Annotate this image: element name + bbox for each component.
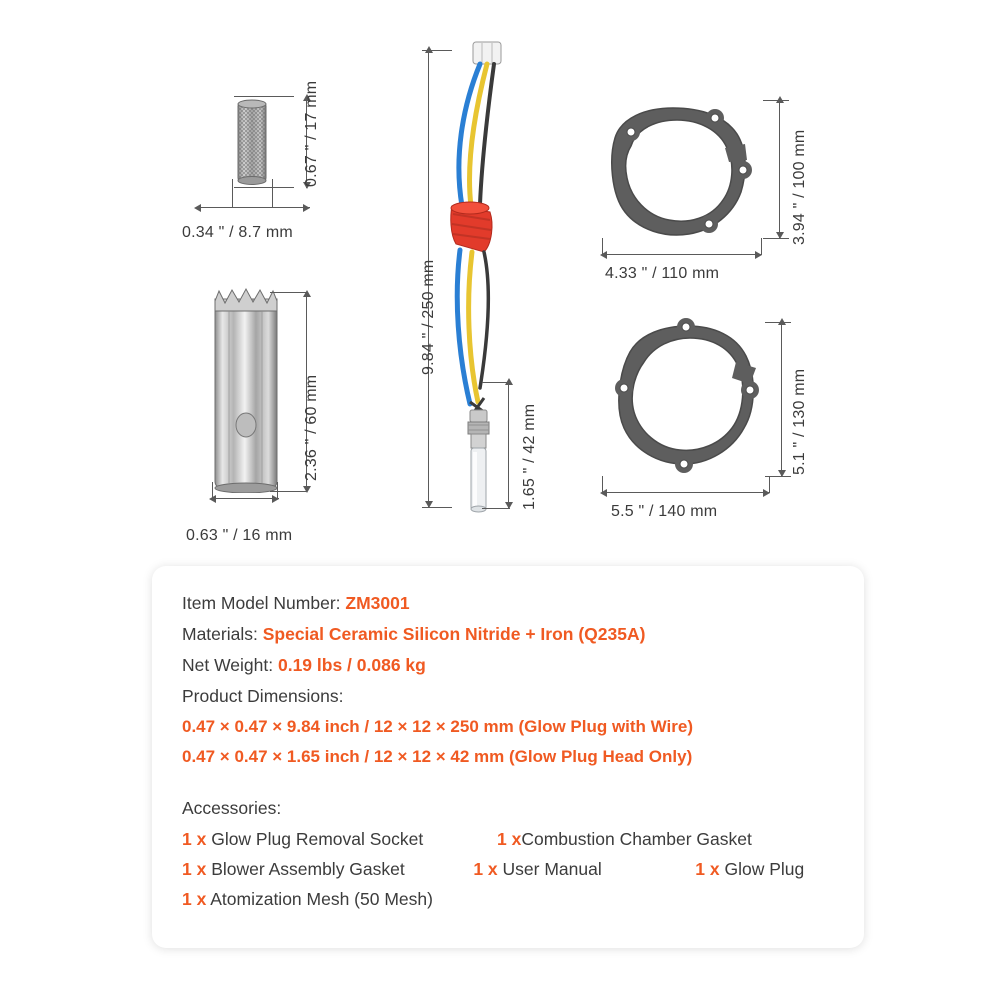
accessory-qty: 1 x <box>497 829 522 849</box>
glow-plug-head-length-label: 1.65 " / 42 mm <box>521 403 538 510</box>
accessory-qty: 1 x <box>182 889 207 909</box>
materials-label: Materials: <box>182 624 258 644</box>
net-weight-row <box>182 650 834 681</box>
combustion-chamber-gasket-width-dimension <box>600 246 770 266</box>
accessory-label: Glow Plug <box>724 859 805 879</box>
accessory-row <box>182 824 834 854</box>
list-item <box>695 854 834 884</box>
glow-plug-removal-socket-width-dimension <box>209 490 289 510</box>
glow-plug-removal-socket-illustration <box>205 285 287 493</box>
accessory-label: Blower Assembly Gasket <box>211 859 405 879</box>
accessory-qty: 1 x <box>182 859 207 879</box>
accessory-label: Atomization Mesh (50 Mesh) <box>210 889 433 909</box>
atomization-mesh-width-dimension <box>194 199 314 219</box>
glow-plug-removal-socket-height-label: 2.36 " / 60 mm <box>303 374 320 481</box>
accessory-label: Glow Plug Removal Socket <box>211 829 424 849</box>
accessories-label: Accessories: <box>182 798 282 818</box>
glow-plug-removal-socket-width-label: 0.63 " / 16 mm <box>186 527 293 544</box>
product-info-card <box>152 566 864 948</box>
accessory-qty: 1 x <box>695 859 720 879</box>
accessory-row <box>182 854 834 884</box>
materials-value: Special Ceramic Silicon Nitride + Iron (Q235A) <box>262 624 646 644</box>
dimension-line-head: 0.47 × 0.47 × 1.65 inch / 12 × 12 × 42 mm (Glow Plug Head Only) <box>182 747 693 766</box>
blower-assembly-gasket-illustration <box>600 318 770 478</box>
blower-assembly-gasket-width-label: 5.5 " / 140 mm <box>611 503 718 520</box>
model-number-row <box>182 588 834 619</box>
accessory-label: User Manual <box>502 859 602 879</box>
combustion-chamber-gasket-height-label: 3.94 " / 100 mm <box>791 129 808 245</box>
dimension-line-wire: 0.47 × 0.47 × 9.84 inch / 12 × 12 × 250 mm (Glow Plug with Wire) <box>182 717 694 736</box>
accessory-label: Combustion Chamber Gasket <box>521 829 752 849</box>
accessories-list <box>182 824 834 914</box>
accessory-row <box>182 884 834 914</box>
accessory-qty: 1 x <box>473 859 498 879</box>
blower-assembly-gasket-height-label: 5.1 " / 130 mm <box>791 368 808 475</box>
combustion-chamber-gasket-illustration <box>597 100 762 245</box>
atomization-mesh-illustration <box>232 97 272 187</box>
model-number-value: ZM3001 <box>345 593 410 613</box>
dimensions-label: Product Dimensions: <box>182 686 344 706</box>
list-item <box>182 824 497 854</box>
net-weight-value: 0.19 lbs / 0.086 kg <box>277 655 426 675</box>
accessory-qty: 1 x <box>182 829 207 849</box>
atomization-mesh-height-label: 0.67 " / 17 mm <box>303 80 320 187</box>
combustion-chamber-gasket-width-label: 4.33 " / 110 mm <box>605 265 720 282</box>
list-item <box>182 854 473 884</box>
blower-assembly-gasket-width-dimension <box>600 484 780 504</box>
net-weight-label: Net Weight: <box>182 655 274 675</box>
materials-row <box>182 619 834 650</box>
list-item <box>473 854 695 884</box>
atomization-mesh-width-label: 0.34 " / 8.7 mm <box>182 224 293 241</box>
model-number-label: Item Model Number: <box>182 593 341 613</box>
atomization-mesh-height-dimension <box>290 94 370 194</box>
list-item <box>182 884 497 914</box>
list-item <box>497 824 752 854</box>
glow-plug-total-length-label: 9.84 " / 250 mm <box>420 259 437 375</box>
